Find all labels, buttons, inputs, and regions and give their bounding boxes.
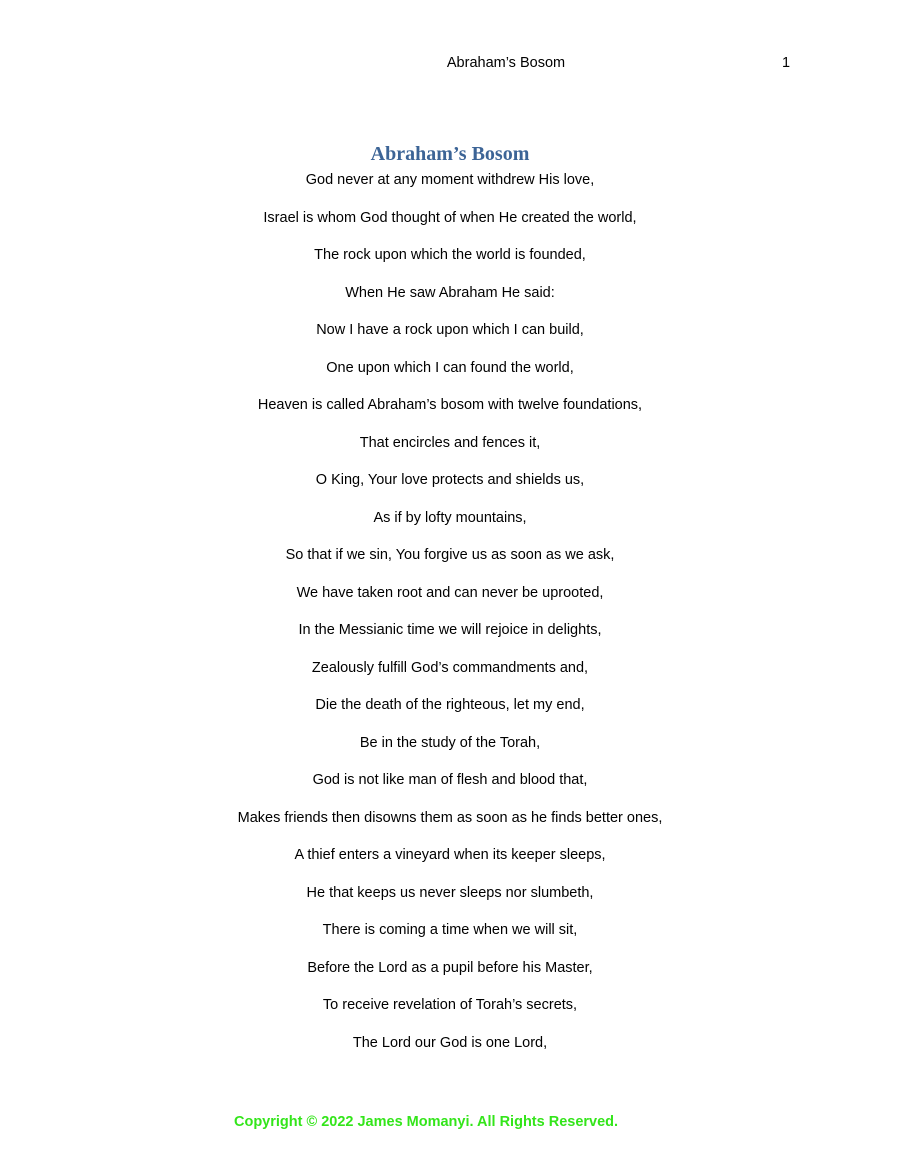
poem-line: So that if we sin, You forgive us as soon as we ask, [285, 547, 615, 563]
poem-title: Abraham’s Bosom [370, 143, 530, 165]
poem-body [0, 171, 900, 1071]
poem-line: In the Messianic time we will rejoice in delights, [298, 622, 602, 638]
poem-line: When He saw Abraham He said: [345, 284, 555, 301]
poem-line: Makes friends then disowns them as soon as he finds better ones, [237, 809, 663, 826]
poem-line: God is not like man of flesh and blood that, [312, 772, 588, 788]
poem-line: As if by lofty mountains, [373, 509, 527, 526]
poem-line: God never at any moment withdrew His love, [305, 172, 595, 188]
poem-line: A thief enters a vineyard when its keeper sleeps, [294, 847, 606, 863]
poem-line: There is coming a time when we will sit, [322, 922, 578, 938]
poem-line: One upon which I can found the world, [326, 359, 574, 376]
poem-line: Be in the study of the Torah, [359, 734, 541, 751]
poem-line: The Lord our God is one Lord, [352, 1034, 548, 1051]
poem-line: O King, Your love protects and shields us, [315, 472, 585, 488]
poem-line: Heaven is called Abraham’s bosom with twelve foundations, [257, 397, 643, 413]
page-number: 1 [782, 55, 791, 71]
running-header [0, 53, 900, 73]
copyright-footer: Copyright © 2022 James Momanyi. All Rights Reserved. [234, 1114, 619, 1130]
poem-line: To receive revelation of Torah’s secrets, [322, 997, 578, 1013]
poem-line: Now I have a rock upon which I can build, [316, 322, 584, 338]
running-header-title: Abraham’s Bosom [446, 55, 566, 71]
poem-line: We have taken root and can never be uprooted, [296, 584, 604, 601]
poem-line: Die the death of the righteous, let my end, [315, 697, 585, 713]
poem-line: Zealously fulfill God’s commandments and, [311, 659, 589, 676]
poem-line: Before the Lord as a pupil before his Master, [307, 959, 593, 976]
poem-line: That encircles and fences it, [359, 434, 541, 451]
poem-line: The rock upon which the world is founded, [314, 247, 586, 263]
poem-line: Israel is whom God thought of when He created the world, [263, 209, 637, 226]
poem-line: He that keeps us never sleeps nor slumbeth, [306, 884, 594, 901]
